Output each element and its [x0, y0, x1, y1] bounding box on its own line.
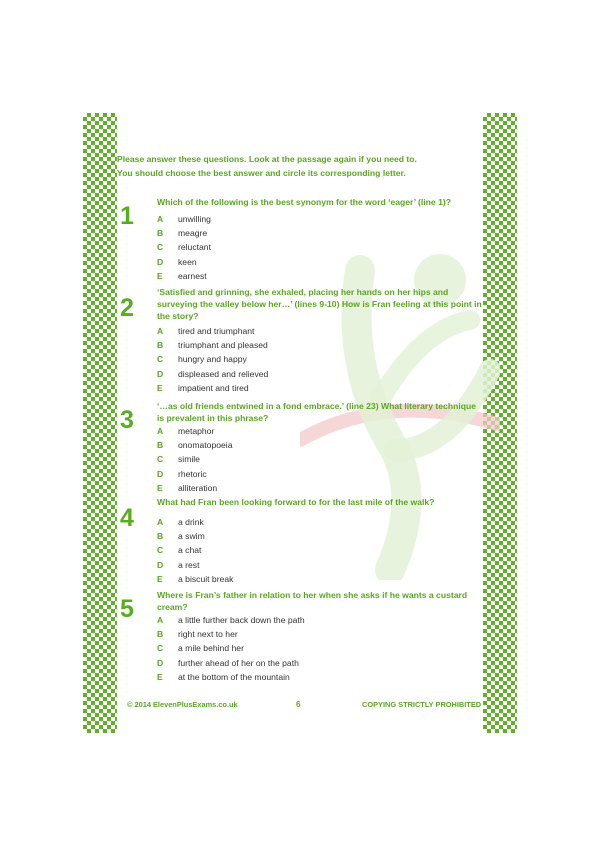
option-text: at the bottom of the mountain [178, 671, 290, 682]
option-text: a swim [178, 531, 205, 542]
option-text: metaphor [178, 426, 215, 437]
option-text: triumphant and pleased [178, 340, 268, 351]
option-text: a chat [178, 545, 202, 556]
option-b[interactable] [157, 529, 477, 543]
options-list [157, 212, 477, 283]
option-letter: A [157, 517, 164, 528]
checker-border-left [83, 113, 117, 733]
option-letter: C [157, 354, 164, 365]
option-letter: C [157, 454, 164, 465]
option-a[interactable] [157, 515, 477, 529]
option-text: rhetoric [178, 468, 207, 479]
question-text: ‘Satisfied and grinning, she exhaled, placing her hands on her hips and surveying the valley below her…’ (lines 9-10) How is Fran feeling at this point in the story? [157, 287, 482, 321]
option-letter: B [157, 531, 164, 542]
option-text: simile [178, 454, 200, 465]
option-text: meagre [178, 228, 208, 239]
option-letter: C [157, 545, 164, 556]
option-text: a mile behind her [178, 643, 244, 654]
option-letter: E [157, 573, 163, 584]
option-e[interactable] [157, 381, 477, 395]
option-e[interactable] [157, 481, 477, 495]
question-number: 1 [120, 202, 134, 230]
option-a[interactable] [157, 212, 477, 226]
option-letter: B [157, 228, 164, 239]
option-b[interactable] [157, 338, 477, 352]
option-letter: D [157, 256, 164, 267]
footer-copyright: © 2014 ElevenPlusExams.co.uk [127, 700, 238, 709]
option-letter: B [157, 340, 164, 351]
option-letter: E [157, 382, 163, 393]
option-text: reluctant [178, 242, 211, 253]
question-text: What had Fran been looking forward to for the last mile of the walk? [157, 497, 435, 507]
option-letter: B [157, 629, 164, 640]
option-text: a biscuit break [178, 573, 234, 584]
option-letter: A [157, 214, 164, 225]
option-e[interactable] [157, 572, 477, 586]
option-text: unwilling [178, 214, 211, 225]
instructions-line-1: Please answer these questions. Look at the passage again if you need to. [117, 154, 417, 164]
option-letter: A [157, 426, 164, 437]
option-letter: C [157, 643, 164, 654]
option-a[interactable] [157, 424, 477, 438]
question-number: 3 [120, 406, 134, 434]
option-text: displeased and relieved [178, 368, 269, 379]
option-b[interactable] [157, 226, 477, 240]
options-list [157, 324, 477, 395]
option-d[interactable] [157, 367, 477, 381]
option-letter: D [157, 559, 164, 570]
option-d[interactable] [157, 255, 477, 269]
option-text: a drink [178, 517, 204, 528]
option-letter: C [157, 242, 164, 253]
option-text: tired and triumphant [178, 326, 255, 337]
option-text: keen [178, 256, 197, 267]
option-a[interactable] [157, 613, 477, 627]
option-text: further ahead of her on the path [178, 657, 299, 668]
option-letter: E [157, 270, 163, 281]
option-b[interactable] [157, 627, 477, 641]
instructions [117, 152, 417, 180]
instructions-line-2: You should choose the best answer and circle its corresponding letter. [117, 168, 406, 178]
option-b[interactable] [157, 438, 477, 452]
options-list [157, 424, 477, 495]
option-text: a little further back down the path [178, 615, 305, 626]
option-letter: D [157, 657, 164, 668]
option-text: a rest [178, 559, 200, 570]
option-e[interactable] [157, 670, 477, 684]
option-d[interactable] [157, 558, 477, 572]
option-c[interactable] [157, 352, 477, 366]
option-e[interactable] [157, 269, 477, 283]
option-c[interactable] [157, 641, 477, 655]
option-letter: A [157, 615, 164, 626]
option-c[interactable] [157, 452, 477, 466]
option-text: earnest [178, 270, 207, 281]
option-text: alliteration [178, 482, 218, 493]
option-c[interactable] [157, 240, 477, 254]
option-letter: A [157, 326, 164, 337]
option-letter: E [157, 671, 163, 682]
option-text: hungry and happy [178, 354, 247, 365]
footer-notice: COPYING STRICTLY PROHIBITED [362, 700, 482, 709]
option-letter: D [157, 468, 164, 479]
option-a[interactable] [157, 324, 477, 338]
options-list [157, 613, 477, 684]
option-letter: E [157, 482, 163, 493]
question-text: Which of the following is the best synonym for the word ‘eager’ (line 1)? [157, 197, 451, 207]
option-d[interactable] [157, 656, 477, 670]
option-text: impatient and tired [178, 382, 249, 393]
options-list [157, 515, 477, 586]
question-number: 2 [120, 294, 134, 322]
option-c[interactable] [157, 543, 477, 557]
option-text: onomatopoeia [178, 440, 233, 451]
option-text: right next to her [178, 629, 238, 640]
question-number: 4 [120, 504, 134, 532]
option-letter: D [157, 368, 164, 379]
question-text: ‘…as old friends entwined in a fond embrace.’ (line 23) What literary technique is prevalent in this phrase? [157, 401, 476, 423]
page-number: 6 [296, 700, 301, 709]
question-number: 5 [120, 595, 134, 623]
option-d[interactable] [157, 467, 477, 481]
question-text: Where is Fran’s father in relation to her when she asks if he wants a custard cream? [157, 590, 468, 612]
option-letter: B [157, 440, 164, 451]
